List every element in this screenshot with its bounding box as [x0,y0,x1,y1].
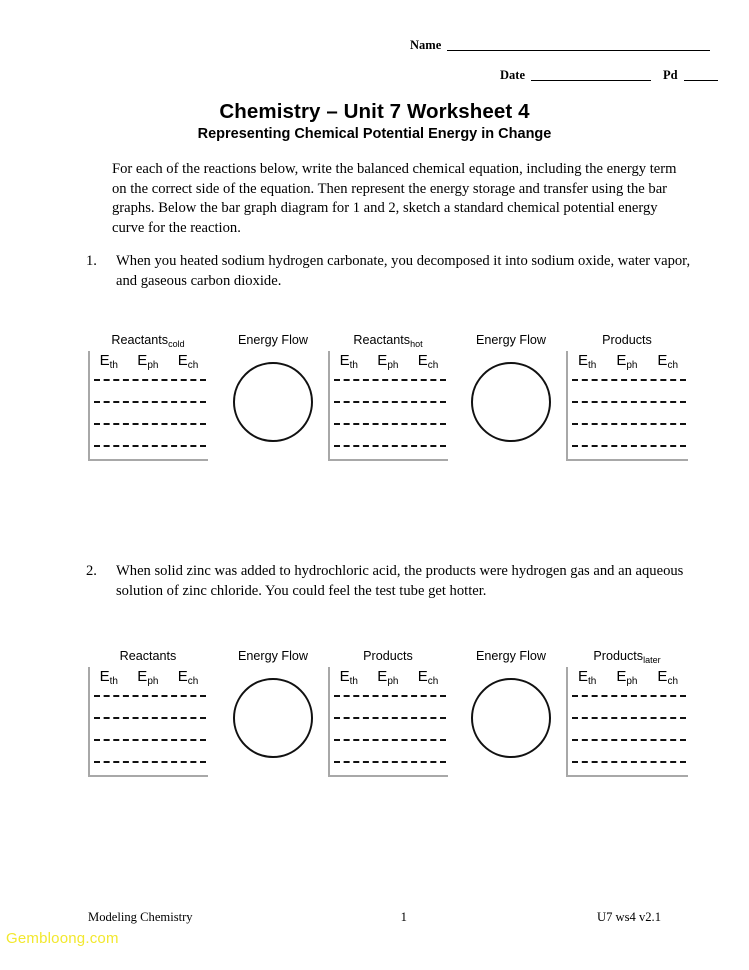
bar-panel-heading [88,648,208,664]
energy-axis-labels [568,669,688,687]
gridline [334,379,446,381]
bar-graph-area[interactable] [88,351,208,461]
bar-panel-products [566,332,688,472]
energy-flow-label: Energy Flow [476,649,546,663]
bar-panel-heading-text: Products [593,649,644,663]
bar-panel-heading-subscript: cold [168,339,185,349]
name-field-row [410,38,710,53]
question-1-number: 1. [86,253,97,269]
e-phase-label: $E_{ph}$ [377,352,399,371]
bar-panel-reactants-cold [88,332,208,472]
energy-flow-label: Energy Flow [238,333,308,347]
bar-graph-area[interactable] [328,351,448,461]
e-phase-label: $E_{ph}$ [377,668,399,687]
pd-label: Pd [663,68,678,82]
bar-panel-heading-text: Reactants [111,333,169,347]
gridline [334,761,446,763]
gridline [94,445,206,447]
gridline [334,695,446,697]
gridline [572,423,686,425]
gridline [94,379,206,381]
gridline [94,401,206,403]
name-label: Name [410,38,442,52]
gridline [572,401,686,403]
question-2 [86,562,696,601]
gridline [94,717,206,719]
gridline [572,695,686,697]
gridline [572,717,686,719]
gridline [572,445,686,447]
e-phase-label: $E_{ph}$ [616,668,638,687]
page-number: 1 [400,910,407,924]
energy-flow-3 [218,648,328,788]
bar-graph-area[interactable] [566,667,688,777]
gridline [572,761,686,763]
e-chemical-label: $E_{ch}$ [177,352,199,371]
question-1 [86,252,696,291]
energy-flow-1 [218,332,328,472]
e-chemical-label: $E_{ch}$ [657,352,678,371]
date-write-line[interactable] [531,80,651,81]
e-thermal-label: $E_{th}$ [339,668,358,687]
bar-panel-heading [328,648,448,664]
e-thermal-label: $E_{th}$ [99,352,118,371]
energy-axis-labels [330,669,448,687]
gridline [572,739,686,741]
energy-flow-label: Energy Flow [476,333,546,347]
energy-flow-label: Energy Flow [238,649,308,663]
e-chemical-label: $E_{ch}$ [177,668,199,687]
gridline [334,445,446,447]
name-write-line[interactable] [447,50,710,51]
e-chemical-label: $E_{ch}$ [417,668,439,687]
bar-panel-heading-text: Products [602,333,652,347]
energy-axis-labels [330,353,448,371]
gridline [94,739,206,741]
energy-flow-circle[interactable] [233,362,313,442]
date-field-row [500,68,730,83]
bar-panel-products [328,648,448,788]
pd-write-line[interactable] [684,80,718,81]
energy-axis-labels [90,669,208,687]
energy-flow-circle[interactable] [233,678,313,758]
bar-panel-reactants-hot [328,332,448,472]
bar-panel-heading-subscript: hot [410,339,423,349]
e-thermal-label: $E_{th}$ [99,668,118,687]
bar-panel-heading-text: Products [363,649,413,663]
gridline [334,739,446,741]
footer-version: U7 ws4 v2.1 [596,910,661,924]
energy-flow-circle[interactable] [471,362,551,442]
e-thermal-label: $E_{th}$ [339,352,358,371]
bar-panel-heading-text: Reactants [353,333,411,347]
e-thermal-label: $E_{th}$ [577,668,597,687]
instructions-paragraph: For each of the reactions below, write the balanced chemical equation, including the energy term on the correct side of the equation. Then represent the energy storage and transfer using the bar graphs. Below the bar graph diagram for 1 and 2, sketch a standard chemical potential energy curve for the reaction. [112,161,677,236]
gridline [94,423,206,425]
gridline [334,717,446,719]
bar-panel-heading [566,648,688,664]
gridline [94,761,206,763]
watermark: Gembloong.com [6,930,119,947]
e-phase-label: $E_{ph}$ [137,352,159,371]
e-thermal-label: $E_{th}$ [577,352,597,371]
question-2-text: When solid zinc was added to hydrochloric acid, the products were hydrogen gas and an aqueous solution of zinc chloride. You could feel the test tube get hotter. [116,563,684,599]
bar-panel-heading-subscript: later [643,655,661,665]
e-chemical-label: $E_{ch}$ [417,352,439,371]
bar-panel-products-later [566,648,688,788]
gridline [334,401,446,403]
question-1-text: When you heated sodium hydrogen carbonate, you decomposed it into sodium oxide, water vapor, and gaseous carbon dioxide. [116,253,691,289]
bar-panel-reactants [88,648,208,788]
e-phase-label: $E_{ph}$ [616,352,638,371]
bar-graph-area[interactable] [566,351,688,461]
energy-axis-labels [90,353,208,371]
bar-graph-area[interactable] [328,667,448,777]
date-label: Date [500,68,525,82]
energy-bar-diagram-1 [88,332,688,472]
gridline [572,379,686,381]
energy-axis-labels [568,353,688,371]
bar-panel-heading [328,332,448,348]
gridline [334,423,446,425]
page-footer [88,910,661,925]
bar-graph-area[interactable] [88,667,208,777]
question-2-number: 2. [86,563,97,579]
gridline [94,695,206,697]
e-chemical-label: $E_{ch}$ [657,668,678,687]
energy-flow-circle[interactable] [471,678,551,758]
energy-flow-4 [456,648,566,788]
bar-panel-heading-text: Reactants [119,649,177,663]
e-phase-label: $E_{ph}$ [137,668,159,687]
energy-flow-2 [456,332,566,472]
bar-panel-heading [88,332,208,348]
worksheet-title: Chemistry – Unit 7 Worksheet 4 [219,100,530,123]
energy-bar-diagram-2 [88,648,688,788]
footer-source: Modeling Chemistry [88,910,193,924]
bar-panel-heading [566,332,688,348]
worksheet-subtitle: Representing Chemical Potential Energy in Change [197,126,552,142]
